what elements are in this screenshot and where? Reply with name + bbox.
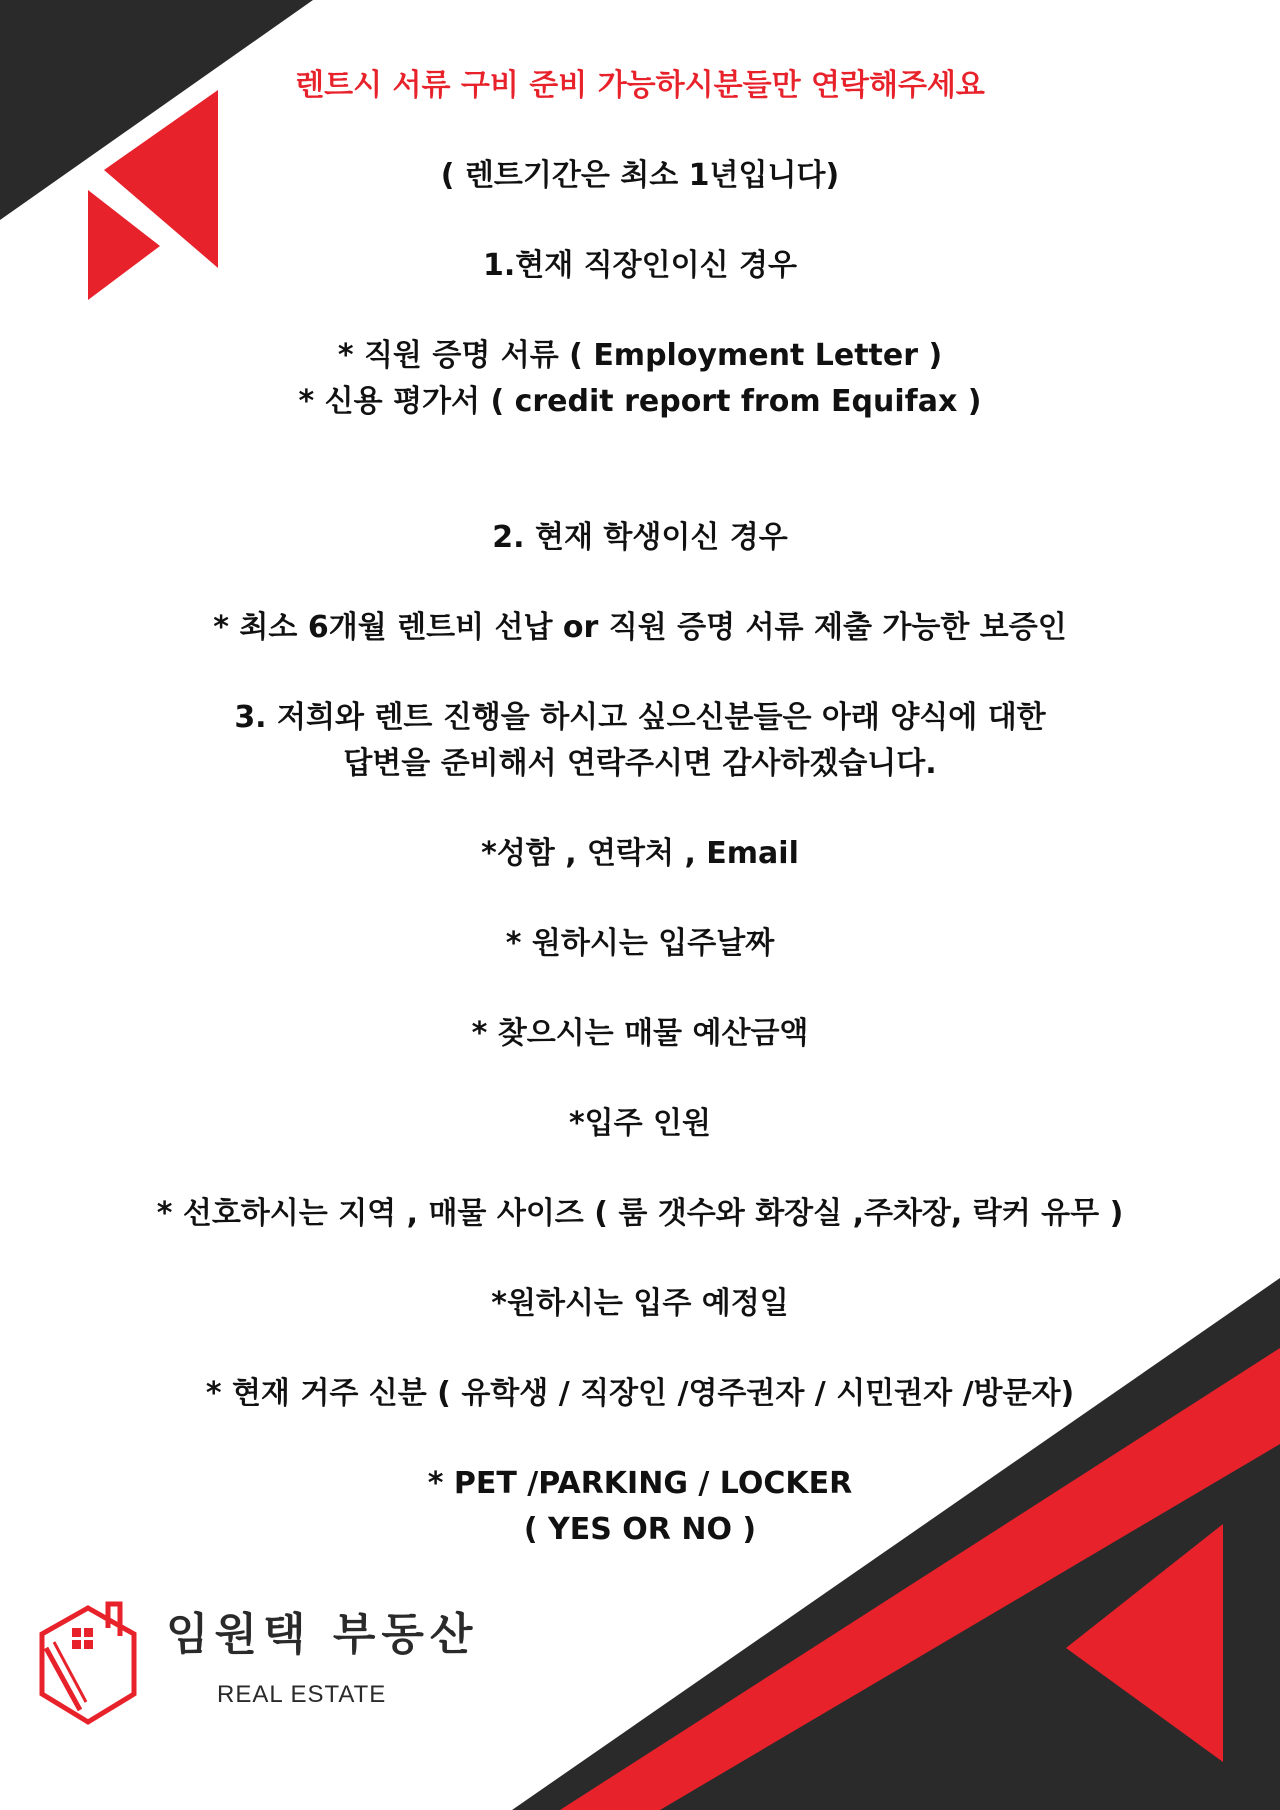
rental-period-note: ( 렌트기간은 최소 1년입니다) — [440, 158, 840, 193]
form-item-pet-parking-locker: * PET /PARKING / LOCKER — [427, 1466, 853, 1501]
house-icon — [36, 1598, 140, 1726]
brand-name: 임원택 부동산 — [166, 1609, 479, 1660]
section-1-item-employment-letter: * 직원 증명 서류 ( Employment Letter ) — [337, 338, 943, 373]
form-item-preferred-area-size: * 선호하시는 지역 , 매물 사이즈 ( 룸 갯수와 화장실 ,주차장, 락커 유무 ) — [156, 1196, 1124, 1231]
form-item-budget: * 찾으시는 매물 예산금액 — [471, 1016, 809, 1051]
notice-heading: 렌트시 서류 구비 준비 가능하시분들만 연락해주세요 — [295, 68, 985, 103]
section-3-title-line-2: 답변을 준비해서 연락주시면 감사하겠습니다. — [343, 746, 937, 781]
section-1-item-credit-report: * 신용 평가서 ( credit report from Equifax ) — [298, 384, 982, 419]
form-item-move-in-date: * 원하시는 입주날짜 — [505, 926, 775, 961]
form-item-planned-move-in: *원하시는 입주 예정일 — [491, 1286, 789, 1321]
brand-subtitle: REAL ESTATE — [217, 1681, 387, 1708]
section-1-title: 1.현재 직장인이신 경우 — [483, 248, 797, 283]
form-item-name-contact-email: *성함 , 연락처 , Email — [481, 836, 799, 871]
section-3-title-line-1: 3. 저희와 렌트 진행을 하시고 싶으신분들은 아래 양식에 대한 — [234, 700, 1046, 735]
section-2-item-guarantor: * 최소 6개월 렌트비 선납 or 직원 증명 서류 제출 가능한 보증인 — [213, 610, 1067, 645]
form-item-yes-or-no: ( YES OR NO ) — [523, 1512, 757, 1547]
form-item-occupants: *입주 인원 — [568, 1106, 712, 1141]
section-2-title: 2. 현재 학생이신 경우 — [492, 520, 788, 555]
form-item-residency-status: * 현재 거주 신분 ( 유학생 / 직장인 /영주권자 / 시민권자 /방문자) — [205, 1376, 1075, 1411]
